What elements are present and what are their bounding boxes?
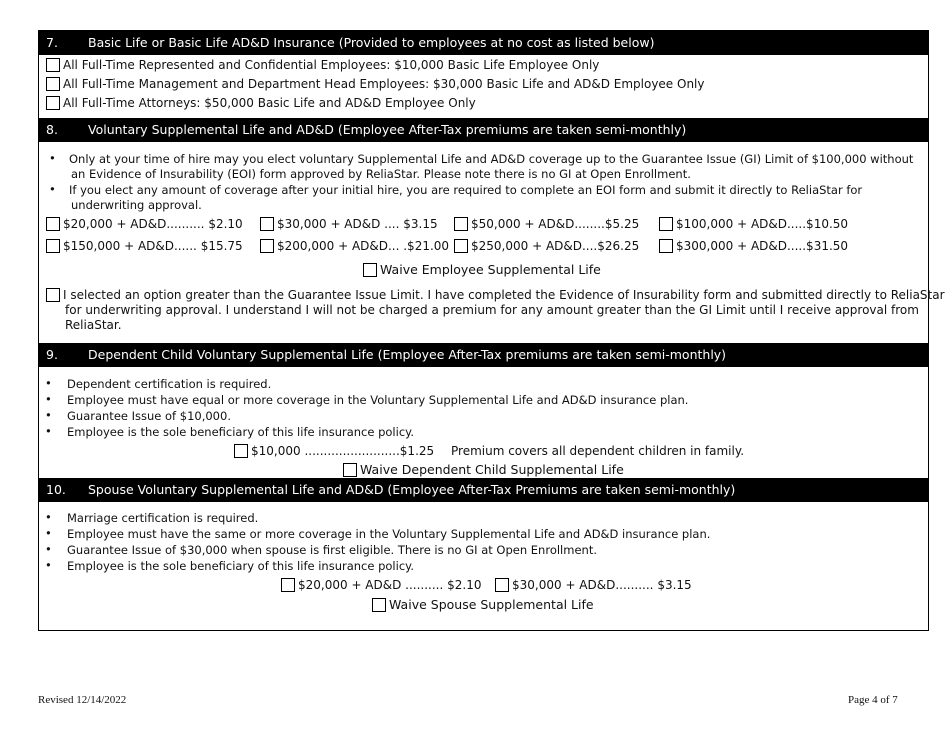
checkbox[interactable] [46, 96, 60, 110]
supp-life-option-50k[interactable]: $50,000 + AD&D........$5.25 [454, 217, 639, 232]
checkbox[interactable] [343, 463, 357, 477]
checkbox[interactable] [495, 578, 509, 592]
basic-life-option-3[interactable]: All Full-Time Attorneys: $50,000 Basic Life and AD&D Employee Only [46, 96, 476, 111]
checkbox[interactable] [372, 598, 386, 612]
section-9-header [39, 343, 928, 367]
child-life-option-10k[interactable]: $10,000 .........................$1.25 [234, 444, 434, 459]
section-number: 9. [46, 347, 58, 362]
section-title: Voluntary Supplemental Life and AD&D (Employee After-Tax premiums are taken semi-monthly) [88, 122, 687, 137]
section-10-header [39, 478, 928, 502]
supp-life-option-200k[interactable]: $200,000 + AD&D... .$21.00 [260, 239, 449, 254]
checkbox[interactable] [46, 77, 60, 91]
checkbox[interactable] [363, 263, 377, 277]
eoi-text-line-2: for underwriting approval. I understand I will not be charged a premium for any amount greater than the GI Limit until I receive approval from [65, 303, 919, 317]
supp-life-option-250k[interactable]: $250,000 + AD&D....$26.25 [454, 239, 639, 254]
bullet-continuation: an Evidence of Insurability (EOI) form approved by ReliaStar. Please note there is no GI at Open Enrollment. [71, 167, 691, 181]
section-7-header [39, 31, 928, 55]
checkbox[interactable] [659, 217, 673, 231]
section-number: 7. [46, 35, 58, 50]
revised-date: Revised 12/14/2022 [38, 694, 127, 706]
supp-life-option-300k[interactable]: $300,000 + AD&D.....$31.50 [659, 239, 848, 254]
spouse-life-option-30k[interactable]: $30,000 + AD&D.......... $3.15 [495, 578, 692, 593]
benefits-form: 7. Basic Life or Basic Life AD&D Insurance (Provided to employees at no cost as listed below) All Full-Time Represented and Confidential Employees: $10,000 Basic Life Employee Only All Full-Time Management and Department Head Employees: $30,000 Basic Life and AD&D Employee Only All Full-Time Attorneys: $50,000 Basic Life and AD&D Employee Only 8. Voluntary Supplemental Life and AD&D (Employee After-Tax premiums are taken semi-monthly) • Only at your time of hire may you elect voluntary Supplemental Life and AD&D coverage up to the Guarantee Issue (GI) Limit of $100,000 without an Evidence of Insurability (EOI) form approved by ReliaStar. Please note there is no GI at Open Enrollment. • If you elect any amount of coverage after your initial hire, you are required to complete an EOI form and submit it directly to ReliaStar for underwriting approval. $20,000 + AD&D.......... $2.10 $30,000 + AD&D .... $3.15 $50,000 + AD&D........$5.25 $100,000 + AD&D.....$10.50 $150,000 + AD&D...... $15.75 $200,000 + AD&D... .$21.00 $250,000 + AD&D....$26.25 $300,000 + AD&D.....$31.50 Waive Employee Supplemental Life I selected an option greater than the Guarantee Issue Limit. I have completed the Evidence of Insurability form and submitted directly to ReliaStar for underwriting approval. I understand I will not be charged a premium for any amount greater than the GI Limit until I receive approval from ReliaStar. 9. Dependent Child Voluntary Supplemental Life (Employee After-Tax premiums are taken semi-monthly) • Dependent certification is required. • Employee must have equal or more coverage in the Voluntary Supplemental Life and AD&D insurance plan. • Guarantee Issue of $10,000. • Employee is the sole beneficiary of this life insurance policy. $10,000 .........................$1.25 Premium covers all dependent children in family. Waive Dependent Child Supplemental Life 10. Spouse Voluntary Supplemental Life and AD&D (Employee After-Tax Premiums are taken semi-monthly) • Marriage certification is required. • Employee must have the same or more coverage in the Voluntary Supplemental Life and AD&D insurance plan. • Guarantee Issue of $30,000 when spouse is first eligible. There is no GI at Open Enrollment. • Employee is the sole beneficiary of this life insurance policy. $20,000 + AD&D .......... $2.10 $30,000 + AD&D.......... $3.15 Waive Spouse Supplemental Life [38, 30, 929, 631]
checkbox[interactable] [260, 239, 274, 253]
spouse-life-option-20k[interactable]: $20,000 + AD&D .......... $2.10 [281, 578, 481, 593]
waive-spouse-supp-life[interactable]: Waive Spouse Supplemental Life [372, 597, 594, 612]
checkbox[interactable] [260, 217, 274, 231]
supp-life-option-20k[interactable]: $20,000 + AD&D.......... $2.10 [46, 217, 243, 232]
checkbox[interactable] [234, 444, 248, 458]
checkbox[interactable] [46, 58, 60, 72]
checkbox[interactable] [659, 239, 673, 253]
section-number: 10. [46, 482, 66, 497]
section-number: 8. [46, 122, 58, 137]
checkbox[interactable] [454, 217, 468, 231]
checkbox[interactable] [46, 217, 60, 231]
basic-life-option-1[interactable]: All Full-Time Represented and Confidential Employees: $10,000 Basic Life Employee Only [46, 58, 599, 73]
premium-note: Premium covers all dependent children in family. [451, 444, 745, 458]
section-title: Spouse Voluntary Supplemental Life and AD&D (Employee After-Tax Premiums are taken semi-monthly) [88, 482, 736, 497]
supp-life-option-150k[interactable]: $150,000 + AD&D...... $15.75 [46, 239, 243, 254]
page-number: Page 4 of 7 [848, 694, 898, 706]
checkbox[interactable] [281, 578, 295, 592]
waive-employee-supp-life[interactable]: Waive Employee Supplemental Life [363, 262, 601, 277]
checkbox[interactable] [46, 288, 60, 302]
eoi-text-line-3: ReliaStar. [65, 318, 122, 332]
section-title: Dependent Child Voluntary Supplemental Life (Employee After-Tax premiums are taken semi-monthly) [88, 347, 727, 362]
checkbox[interactable] [454, 239, 468, 253]
bullet-continuation: underwriting approval. [71, 198, 202, 212]
eoi-acknowledgement[interactable]: I selected an option greater than the Guarantee Issue Limit. I have completed the Evidence of Insurability form and submitted directly to ReliaStar [46, 288, 945, 303]
section-8-header [39, 118, 928, 142]
basic-life-option-2[interactable]: All Full-Time Management and Department Head Employees: $30,000 Basic Life and AD&D Employee Only [46, 77, 704, 92]
supp-life-option-100k[interactable]: $100,000 + AD&D.....$10.50 [659, 217, 848, 232]
checkbox[interactable] [46, 239, 60, 253]
supp-life-option-30k[interactable]: $30,000 + AD&D .... $3.15 [260, 217, 438, 232]
waive-child-supp-life[interactable]: Waive Dependent Child Supplemental Life [343, 462, 624, 477]
section-title: Basic Life or Basic Life AD&D Insurance (Provided to employees at no cost as listed below) [88, 35, 655, 50]
